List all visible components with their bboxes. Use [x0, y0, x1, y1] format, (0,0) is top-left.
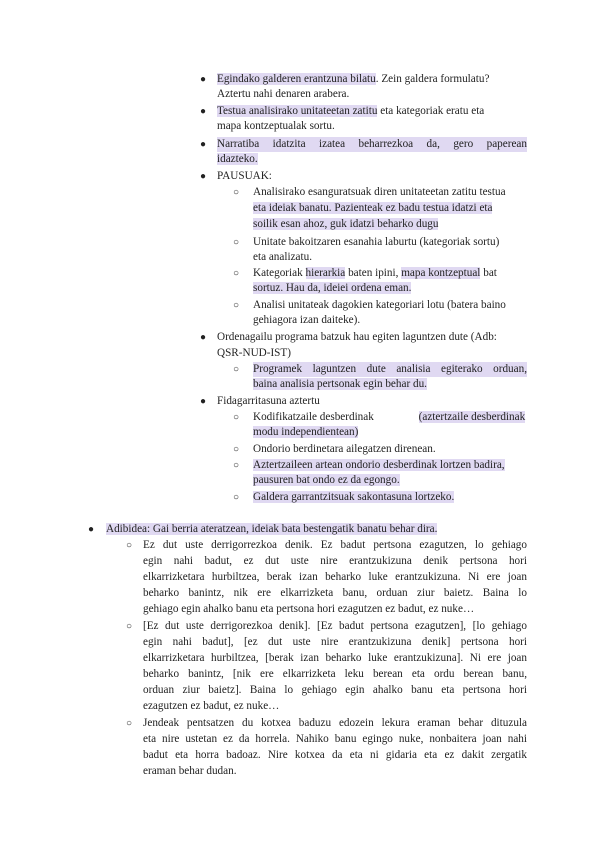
- list-item-galderen: Egindako galderen erantzuna bilatu. Zein galdera formulatu?: [217, 73, 490, 85]
- example-2-line: [Ez dut uste derrigorezkoa denik]. [Ez badut pertsona ezagutzen], [lo gehiago: [143, 620, 527, 632]
- example-3-line: eraman behar dudan.: [143, 765, 237, 777]
- example-2-line: orduan ziur baietz]. Baina lo gehiago egin ahalko banu eta pertsona hori: [143, 684, 527, 696]
- list-item-testua: Testua analisirako unitateetan zatitu eta kategoriak eratu eta: [217, 105, 485, 117]
- bullet-icon: ●: [200, 171, 207, 182]
- fidagarritasuna-item-1: Kodifikatzaile desberdinak (aztertzaile desberdinak: [253, 411, 526, 423]
- bullet-icon: ●: [200, 139, 207, 150]
- bullet-icon: ●: [200, 396, 207, 407]
- hollow-bullet-icon: ○: [126, 540, 133, 551]
- bullet-icon: ●: [88, 524, 95, 535]
- example-3-line: eta nire ustetan ez da horrela. Nahiko banu egingo nuke, nonbaitera joan nahi: [143, 733, 527, 745]
- bullet-icon: ●: [200, 332, 207, 343]
- example-2-line: egin nahi badut], [ez dut uste nire erantzukizuna denik] pertsona hori: [143, 636, 527, 648]
- example-2-line: elkarrizketara hurbiltzea, [berak izan beharko luke erantzukizuna]. Ni ere joan: [143, 652, 527, 664]
- hollow-bullet-icon: ○: [233, 268, 240, 279]
- pausua-2-line: Unitate bakoitzaren esanahia laburtu (kategoriak sortu): [253, 236, 500, 248]
- hollow-bullet-icon: ○: [233, 237, 240, 248]
- ordenagailu-line: QSR-NUD-IST): [217, 347, 291, 359]
- programek-line: baina analisia pertsonak egin behar du.: [253, 378, 427, 390]
- list-item-narratiba: Narratiba idatzita izatea beharrezkoa da, gero paperean: [217, 138, 527, 150]
- ordenagailu-line: Ordenagailu programa batzuk hau egiten laguntzen dute (Adb:: [217, 331, 497, 343]
- hollow-bullet-icon: ○: [233, 364, 240, 375]
- list-item-continuation: Aztertu nahi denaren arabera.: [217, 88, 350, 100]
- hollow-bullet-icon: ○: [233, 187, 240, 198]
- pausua-3-line: sortuz. Hau da, ideiei ordena eman.: [253, 282, 412, 294]
- list-item-continuation: idazteko.: [217, 153, 258, 165]
- example-1-line: gehiago egin ahalko banu eta pertsona hori ezagutzen ez badut, ez nuke…: [143, 603, 475, 615]
- fidagarritasuna-item-2: Ondorio berdinetara ailegatzen direnean.: [253, 443, 436, 455]
- example-1-line: Ez dut uste derrigorrezkoa denik. Ez badut pertsona ezagutzen, lo gehiago: [143, 539, 527, 551]
- programek-line: Programek laguntzen dute analisia egiterako orduan,: [253, 363, 527, 375]
- pausua-1-line: eta ideiak banatu. Pazienteak ez badu testua idatzi eta: [253, 202, 493, 214]
- hollow-bullet-icon: ○: [233, 412, 240, 423]
- fidagarritasuna-heading: Fidagarritasuna aztertu: [217, 395, 320, 407]
- list-item-continuation: mapa kontzeptualak sortu.: [217, 120, 335, 132]
- fidagarritasuna-item-3: pausuren bat ondo ez da egongo.: [253, 474, 400, 486]
- pausua-2-line: eta analizatu.: [253, 251, 313, 263]
- fidagarritasuna-item-4: Galdera garrantzitsuak sakontasuna lortzeko.: [253, 491, 455, 503]
- hollow-bullet-icon: ○: [233, 444, 240, 455]
- hollow-bullet-icon: ○: [233, 300, 240, 311]
- hollow-bullet-icon: ○: [233, 460, 240, 471]
- pausua-4-line: Analisi unitateak dagokien kategoriari lotu (batera baino: [253, 299, 506, 311]
- hollow-bullet-icon: ○: [126, 621, 133, 632]
- pausua-1-line: Analisirako esanguratsuak diren unitateetan zatitu testua: [253, 186, 506, 198]
- fidagarritasuna-item-3: Aztertzaileen artean ondorio desberdinak lortzen badira,: [253, 459, 505, 471]
- bullet-icon: ●: [200, 106, 207, 117]
- pausuak-heading: PAUSUAK:: [217, 170, 272, 182]
- example-3-line: badut eta horra badoaz. Nire kotxea da eta ni gidaria eta ez dakit zergatik: [143, 749, 527, 761]
- hollow-bullet-icon: ○: [126, 718, 133, 729]
- pausua-1-line: soilik esan ahoz, guk idatzi beharko dugu: [253, 218, 439, 230]
- fidagarritasuna-item-1: modu independientean): [253, 426, 359, 438]
- example-2-line: ezagutzen ez badut, ez nuke…: [143, 700, 280, 712]
- example-2-line: beharko banintz, [nik ere elkarrizketa leku berean eta ordu berean banu,: [143, 668, 527, 680]
- example-1-line: beharko banintz, nik ere elkarrizketa banu, orduan ziur baietz. Baina lo: [143, 587, 527, 599]
- example-3-line: Jendeak pentsatzen du kotxea baduzu edozein lekura eraman behar dituzula: [143, 717, 527, 729]
- example-1-line: elkarrizketara hurbiltzea, berak izan beharko luke erantzukizuna. Ni ere joan: [143, 571, 527, 583]
- bullet-icon: ●: [200, 74, 207, 85]
- hollow-bullet-icon: ○: [233, 492, 240, 503]
- pausua-4-line: gehiagora izan daiteke).: [253, 314, 361, 326]
- example-1-line: egin nahi badut, ez dut uste nire erantzukizuna denik pertsona hori: [143, 555, 527, 567]
- pausua-3-line: Kategoriak hierarkia baten ipini, mapa kontzeptual bat: [253, 267, 497, 279]
- adibidea-heading: Adibidea: Gai berria ateratzean, ideiak bata bestengatik banatu behar dira.: [106, 523, 438, 535]
